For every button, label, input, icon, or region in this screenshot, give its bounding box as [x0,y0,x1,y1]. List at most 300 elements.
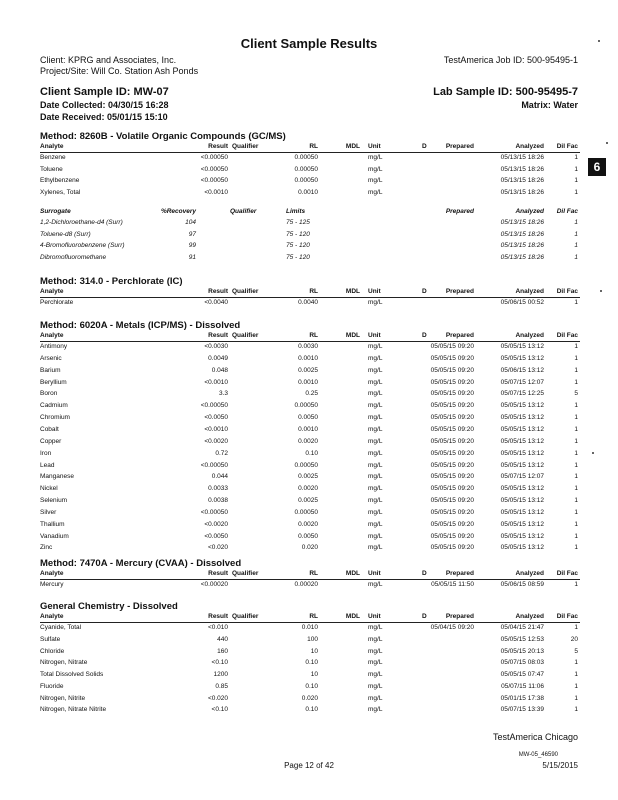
surrogate-header: Limits [286,208,306,215]
column-header: Qualifier [232,288,259,295]
lab-sample-id: Lab Sample ID: 500-95495-7 [433,86,578,98]
table-cell: 05/05/15 09:20 [430,366,474,374]
surrogate-header: Surrogate [40,208,71,215]
table-cell: 05/13/15 18:26 [500,188,544,196]
table-cell: 1 [574,437,578,445]
table-cell: 0.0038 [208,497,228,505]
table-cell: 1 [574,694,578,702]
column-header: D [422,143,427,150]
footer-code: MW-05_46590 [518,752,558,758]
analyte-name: Cadmium [40,402,68,410]
table-cell: 05/01/15 17:38 [500,694,544,702]
table-cell: 1 [574,378,578,386]
client-name: Client: KPRG and Associates, Inc. [40,55,177,65]
section-title: Method: 8260B - Volatile Organic Compounds (GC/MS) [40,131,286,142]
table-cell: mg/L [368,694,383,702]
table-cell: 99 [188,242,196,249]
table-cell: 1 [574,299,578,306]
table-cell: 05/05/15 13:12 [500,520,544,528]
table-cell: <0.0010 [204,188,228,196]
table-cell: <0.00050 [200,461,228,469]
column-header: Analyzed [515,143,544,150]
table-cell: 0.0025 [298,473,318,481]
table-cell: 1 [574,624,578,631]
section-title: General Chemistry - Dissolved [40,601,178,612]
table-cell: 05/05/15 09:20 [430,378,474,386]
analyte-name: Selenium [40,497,68,505]
analyte-name: Perchlorate [40,299,74,306]
table-cell: 05/07/15 12:25 [500,390,544,398]
column-header: Qualifier [232,143,259,150]
analyte-name: Beryllium [40,378,67,386]
table-cell: 0.0025 [298,366,318,374]
surrogate-header: %Recovery [160,208,196,215]
table-cell: 75 - 125 [286,219,310,226]
analyte-name: Iron [40,449,52,457]
column-header: Result [208,143,228,150]
table-cell: 0.0010 [298,378,318,386]
table-cell: <0.00050 [200,508,228,516]
table-cell: 05/13/15 18:26 [500,253,544,261]
table-cell: mg/L [368,402,383,410]
table-cell: 05/05/15 09:20 [430,449,474,457]
section-rule [40,152,580,153]
table-cell: 05/13/15 18:26 [500,219,544,226]
table-cell: 1 [574,581,578,588]
table-cell: 100 [307,635,318,643]
table-cell: 1 [574,343,578,350]
table-cell: 0.020 [301,694,318,702]
table-cell: 5 [574,390,578,398]
table-cell: <0.0050 [204,414,228,422]
table-cell: 0.044 [211,473,228,481]
table-cell: 05/05/15 13:12 [500,402,544,410]
footer-date: 5/15/2015 [542,761,578,770]
table-cell: 75 - 120 [286,253,310,261]
column-header: Unit [368,570,381,577]
surrogate-name: Toluene-d8 (Surr) [40,230,91,238]
analyte-name: Boron [40,390,58,398]
analyte-name: Total Dissolved Solids [40,671,104,678]
table-cell: mg/L [368,425,383,433]
table-cell: 05/13/15 18:26 [500,165,544,173]
column-header: Analyte [40,288,64,295]
table-cell: <0.10 [211,659,228,667]
column-header: Result [208,288,228,295]
table-cell: 0.00050 [294,154,318,161]
column-header: D [422,332,427,339]
table-cell: 5 [574,647,578,655]
table-cell: 05/06/15 08:59 [500,581,544,588]
table-cell: 05/05/15 09:20 [430,473,474,481]
table-cell: <0.010 [207,624,228,631]
table-cell: 91 [188,253,196,261]
table-cell: 0.00050 [294,461,318,469]
analyte-name: Nitrogen, Nitrate [40,659,88,667]
table-cell: 1 [574,671,578,678]
column-header: Prepared [445,613,474,620]
table-cell: 1 [574,219,578,226]
table-cell: mg/L [368,635,383,643]
table-cell: 0.0033 [208,485,228,493]
date-received: Date Received: 05/01/15 15:10 [40,112,168,122]
table-cell: 05/05/15 09:20 [430,390,474,398]
column-header: D [422,570,427,577]
scan-speck [600,290,602,292]
table-cell: 05/13/15 18:26 [500,230,544,238]
analyte-name: Benzene [40,154,66,161]
table-cell: mg/L [368,390,383,398]
table-cell: mg/L [368,188,383,196]
table-cell: mg/L [368,378,383,386]
column-header: Analyzed [515,570,544,577]
analyte-name: Barium [40,366,61,374]
table-cell: 0.0010 [298,425,318,433]
table-cell: 97 [188,230,196,238]
table-cell: mg/L [368,449,383,457]
table-cell: 05/04/15 09:20 [430,624,474,631]
table-cell: 05/05/15 13:12 [500,425,544,433]
table-cell: <0.0030 [204,343,228,350]
table-cell: 1200 [213,671,228,678]
scan-speck [598,40,600,42]
column-header: Prepared [445,332,474,339]
analyte-name: Manganese [40,473,74,481]
column-header: Analyte [40,613,64,620]
table-cell: 05/07/15 12:07 [500,473,544,481]
table-cell: mg/L [368,154,383,161]
surrogate-header: Prepared [445,208,474,215]
table-cell: 0.0025 [298,497,318,505]
table-cell: mg/L [368,299,383,306]
table-cell: mg/L [368,624,383,631]
table-cell: 1 [574,659,578,667]
column-header: Qualifier [232,570,259,577]
table-cell: 05/05/15 20:13 [500,647,544,655]
section-title: Method: 7470A - Mercury (CVAA) - Dissolved [40,558,242,569]
table-cell: mg/L [368,532,383,540]
table-cell: mg/L [368,165,383,173]
table-cell: 0.00050 [294,402,318,410]
table-cell: 05/13/15 18:26 [500,154,544,161]
column-header: Qualifier [232,332,259,339]
table-cell: 0.0049 [208,354,228,362]
table-cell: 05/05/15 09:20 [430,437,474,445]
table-cell: 1 [574,544,578,552]
table-cell: 1 [574,253,578,261]
table-cell: mg/L [368,520,383,528]
table-cell: 05/07/15 08:03 [500,659,544,667]
table-cell: 05/05/15 13:12 [500,485,544,493]
table-cell: 05/05/15 09:20 [430,544,474,552]
scan-speck [592,452,594,454]
table-cell: <0.00050 [200,402,228,410]
column-header: RL [309,288,318,295]
table-cell: 05/05/15 09:20 [430,402,474,410]
table-cell: 1 [574,532,578,540]
table-cell: 05/13/15 18:26 [500,177,544,184]
table-cell: 05/06/15 13:12 [500,366,544,374]
analyte-name: Cobalt [40,425,59,433]
scan-speck [606,142,608,144]
table-cell: <0.10 [211,706,228,714]
column-header: Dil Fac [556,613,578,620]
column-header: Analyte [40,570,64,577]
table-cell: <0.0050 [204,532,228,540]
table-cell: 1 [574,177,578,184]
table-cell: 1 [574,508,578,516]
table-cell: 0.00050 [294,508,318,516]
table-cell: 0.0020 [298,437,318,445]
table-cell: 05/07/15 11:06 [501,682,544,690]
table-cell: 0.00020 [294,581,318,588]
table-cell: 05/04/15 21:47 [500,624,544,631]
column-header: Qualifier [232,613,259,620]
column-header: Dil Fac [556,570,578,577]
analyte-name: Lead [40,461,55,469]
section-title: Method: 6020A - Metals (ICP/MS) - Dissolved [40,320,241,331]
analyte-name: Chromium [40,414,70,422]
analyte-name: Zinc [40,544,53,552]
section-tab: 6 [588,158,606,176]
table-cell: 20 [570,635,578,643]
table-cell: 1 [574,473,578,481]
table-cell: 1 [574,366,578,374]
table-cell: mg/L [368,354,383,362]
table-cell: <0.00050 [200,154,228,161]
surrogate-header: Analyzed [515,208,544,215]
table-cell: 0.00050 [294,177,318,184]
analyte-name: Sulfate [40,635,61,643]
table-cell: 0.0050 [298,414,318,422]
table-cell: 05/07/15 12:07 [500,378,544,386]
table-cell: mg/L [368,473,383,481]
table-cell: 05/05/15 13:12 [500,343,544,350]
project-site: Project/Site: Will Co. Station Ash Ponds [40,66,199,76]
table-cell: 0.010 [301,624,318,631]
table-cell: 160 [217,647,228,655]
page-number: Page 12 of 42 [284,761,334,770]
table-cell: mg/L [368,706,383,714]
table-cell: 1 [574,485,578,493]
table-cell: 1 [574,414,578,422]
page-title: Client Sample Results [240,36,378,51]
table-cell: 05/05/15 09:20 [430,414,474,422]
section-rule [40,341,580,342]
table-cell: <0.0020 [204,437,228,445]
table-cell: 05/05/15 11:50 [431,581,474,588]
column-header: RL [309,332,318,339]
table-cell: 1 [574,354,578,362]
table-cell: 05/06/15 00:52 [500,299,544,306]
analyte-name: Xylenes, Total [40,188,81,196]
table-cell: 05/05/15 13:12 [500,449,544,457]
table-cell: 0.0050 [298,532,318,540]
table-cell: mg/L [368,177,383,184]
table-cell: 05/05/15 13:12 [500,508,544,516]
column-header: Unit [368,613,381,620]
footer-company: TestAmerica Chicago [492,732,578,742]
surrogate-header: Qualifier [230,208,257,215]
table-cell: <0.0020 [204,520,228,528]
table-cell: 10 [310,671,318,678]
analyte-name: Toluene [40,165,63,173]
column-header: Dil Fac [556,332,578,339]
table-cell: 0.25 [305,390,318,398]
analyte-name: Mercury [40,581,64,588]
column-header: Result [208,613,228,620]
table-cell: mg/L [368,343,383,350]
analyte-name: Thallium [40,520,65,528]
surrogate-name: Dibromofluoromethane [40,253,107,261]
table-cell: 0.0030 [298,343,318,350]
table-cell: 0.0010 [298,188,318,196]
table-cell: 05/05/15 13:12 [500,497,544,505]
table-cell: <0.0040 [204,299,228,306]
column-header: MDL [345,288,360,295]
table-cell: mg/L [368,485,383,493]
surrogate-name: 1,2-Dichloroethane-d4 (Surr) [40,219,123,226]
column-header: RL [309,570,318,577]
table-cell: 05/05/15 13:12 [500,354,544,362]
table-cell: 05/05/15 09:20 [430,520,474,528]
table-cell: 05/05/15 13:12 [500,461,544,469]
table-cell: mg/L [368,414,383,422]
analyte-name: Chloride [40,647,65,655]
table-cell: 1 [574,402,578,410]
table-cell: mg/L [368,508,383,516]
column-header: D [422,613,427,620]
table-cell: 05/05/15 09:20 [430,497,474,505]
column-header: Unit [368,143,381,150]
table-cell: <0.0010 [204,378,228,386]
table-cell: <0.00050 [200,165,228,173]
column-header: Analyzed [515,288,544,295]
table-cell: <0.00020 [200,581,228,588]
table-cell: mg/L [368,581,383,588]
table-cell: <0.0010 [204,425,228,433]
table-cell: mg/L [368,659,383,667]
table-cell: 05/05/15 13:12 [500,544,544,552]
analyte-name: Arsenic [40,354,62,362]
analyte-name: Silver [40,508,57,516]
table-cell: 05/05/15 12:53 [500,635,544,643]
table-cell: 0.0010 [298,354,318,362]
analyte-name: Ethylbenzene [40,177,80,184]
client-sample-id: Client Sample ID: MW-07 [40,86,169,98]
table-cell: 05/07/15 13:39 [500,706,544,714]
table-cell: 75 - 120 [286,230,310,238]
table-cell: 05/05/15 09:20 [430,532,474,540]
table-cell: <0.020 [207,544,228,552]
table-cell: 1 [574,706,578,714]
table-cell: 3.3 [218,390,228,398]
section-title: Method: 314.0 - Perchlorate (IC) [40,276,183,287]
column-header: RL [309,613,318,620]
section-rule [40,622,580,623]
table-cell: 10 [310,647,318,655]
table-cell: mg/L [368,671,383,678]
table-cell: 0.10 [305,682,318,690]
table-cell: 05/05/15 09:20 [430,508,474,516]
column-header: Unit [368,288,381,295]
column-header: Prepared [445,143,474,150]
table-cell: 104 [185,219,196,226]
column-header: Dil Fac [556,143,578,150]
table-cell: 1 [574,497,578,505]
table-cell: 0.10 [305,706,318,714]
table-cell: 0.85 [215,682,228,690]
table-cell: 1 [574,188,578,196]
table-cell: mg/L [368,544,383,552]
table-cell: mg/L [368,497,383,505]
column-header: MDL [345,332,360,339]
table-cell: mg/L [368,647,383,655]
table-cell: 0.10 [305,659,318,667]
section-rule [40,297,580,298]
column-header: Analyzed [515,613,544,620]
table-cell: 75 - 120 [286,242,310,249]
table-cell: 05/13/15 18:26 [500,242,544,249]
table-cell: 05/05/15 09:20 [430,354,474,362]
table-cell: <0.020 [207,694,228,702]
table-cell: 1 [574,520,578,528]
table-cell: 05/05/15 09:20 [430,343,474,350]
column-header: Result [208,332,228,339]
table-cell: mg/L [368,682,383,690]
analyte-name: Copper [40,437,62,445]
analyte-name: Nitrogen, Nitrite [40,694,86,702]
column-header: Analyzed [515,332,544,339]
table-cell: 1 [574,242,578,249]
table-cell: 440 [217,635,228,643]
table-cell: 05/05/15 09:20 [430,485,474,493]
table-cell: mg/L [368,461,383,469]
column-header: D [422,288,427,295]
table-cell: 0.0020 [298,520,318,528]
column-header: Prepared [445,288,474,295]
table-cell: 0.72 [215,449,228,457]
surrogate-name: 4-Bromofluorobenzene (Surr) [40,242,125,249]
table-cell: 05/05/15 13:12 [500,437,544,445]
analyte-name: Nickel [40,485,58,493]
date-collected: Date Collected: 04/30/15 16:28 [40,100,169,110]
table-cell: 05/05/15 09:20 [430,461,474,469]
column-header: Analyte [40,332,64,339]
column-header: Dil Fac [556,288,578,295]
table-cell: 1 [574,682,578,690]
analyte-name: Antimony [40,343,68,350]
table-cell: 05/05/15 07:47 [500,671,544,678]
table-cell: 05/05/15 13:12 [500,414,544,422]
job-id: TestAmerica Job ID: 500-95495-1 [443,55,578,65]
column-header: MDL [345,613,360,620]
section-rule [40,579,580,580]
table-cell: 1 [574,230,578,238]
analyte-name: Nitrogen, Nitrate Nitrite [40,706,107,714]
analyte-name: Vanadium [40,532,69,540]
column-header: Analyte [40,143,64,150]
table-cell: 1 [574,449,578,457]
table-cell: 0.0020 [298,485,318,493]
column-header: Prepared [445,570,474,577]
column-header: MDL [345,143,360,150]
analyte-name: Fluoride [40,682,64,690]
column-header: Result [208,570,228,577]
table-cell: 05/05/15 13:12 [500,532,544,540]
table-cell: 0.00050 [294,165,318,173]
column-header: Unit [368,332,381,339]
